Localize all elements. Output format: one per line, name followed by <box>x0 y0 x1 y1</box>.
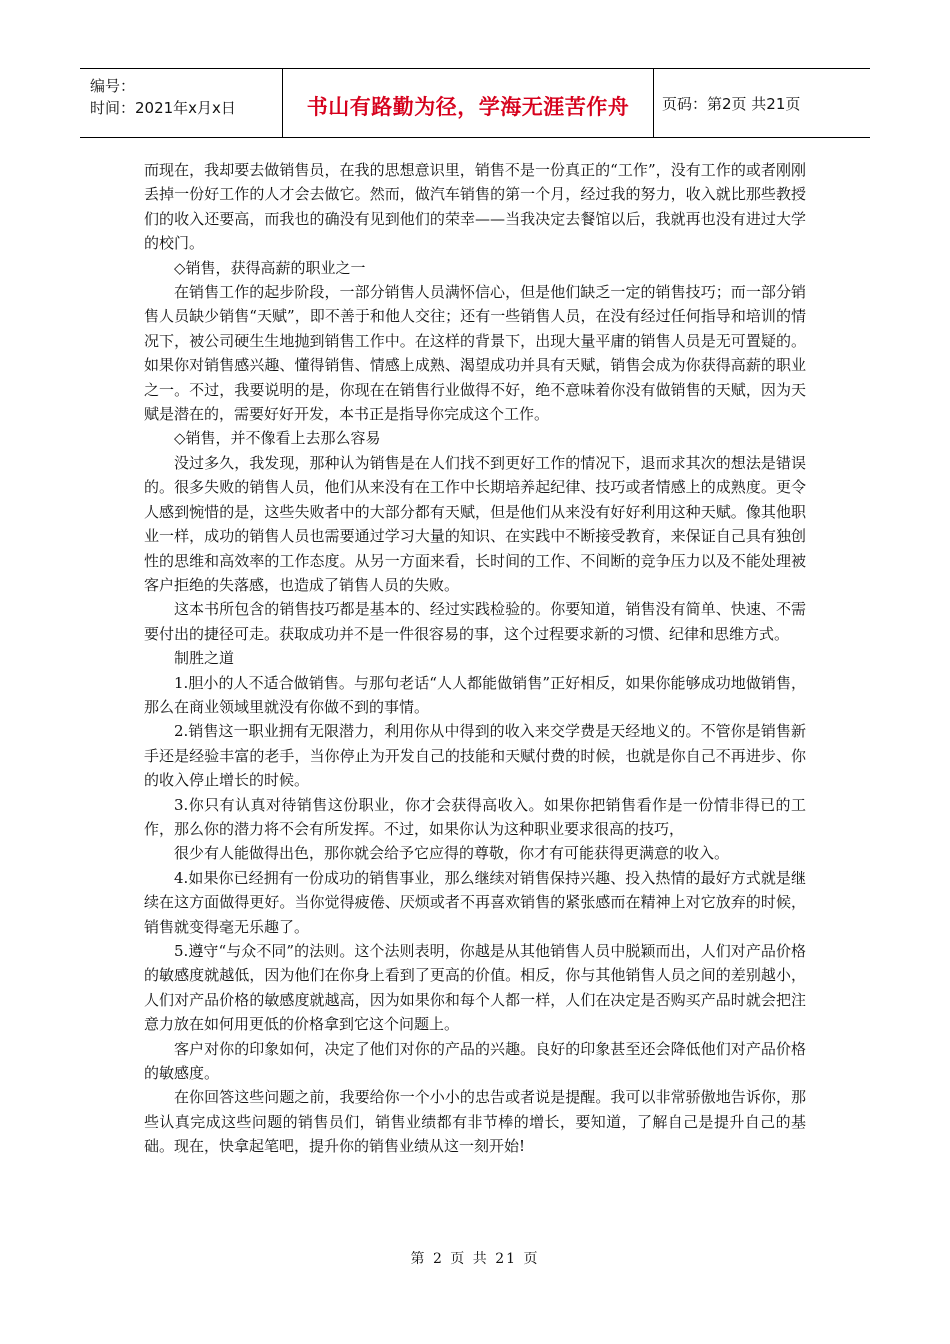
paragraph: 而现在，我却要去做销售员，在我的思想意识里，销售不是一份真正的“工作”，没有工作的或者刚刚丢掉一份好工作的人才会去做它。然而，做汽车销售的第一个月，经过我的努力，收入就比那些教授们的收入还要高，而我也的确没有见到他们的荣幸——当我决定去餐馆以后，我就再也没有进过大学的校门。 <box>144 161 806 253</box>
document-code-label: 编号： <box>90 77 136 95</box>
page-footer: 第 2 页 共 21 页 <box>410 1251 540 1267</box>
section-heading: ◇销售，获得高薪的职业之一 <box>174 258 366 277</box>
header-left-cell <box>80 69 282 137</box>
paragraph: 在销售工作的起步阶段，一部分销售人员满怀信心，但是他们缺乏一定的销售技巧；而一部分销售人员缺少销售“天赋”，即不善于和他人交往；还有一些销售人员，在没有经过任何指导和培训的情况下，被公司硬生生地抛到销售工作中。在这样的背景下，出现大量平庸的销售人员是无可置疑的。如果你对销售感兴趣、懂得销售、情感上成熟、渴望成功并具有天赋，销售会成为你获得高薪的职业之一。不过，我要说明的是，你现在在销售行业做得不好，绝不意味着你没有做销售的天赋，因为天赋是潜在的，需要好好开发，本书正是指导你完成这个工作。 <box>144 283 806 424</box>
paragraph: 没过多久，我发现，那种认为销售是在人们找不到更好工作的情况下，退而求其次的想法是错误的。很多失败的销售人员，他们从来没有在工作中长期培养起纪律、技巧或者情感上的成熟度。更令人感到惋惜的是，这些失败者中的大部分都有天赋，但是他们从来没有好好利用这种天赋。像其他职业一样，成功的销售人员也需要通过学习大量的知识、在实践中不断接受教育，来保证自己具有独创性的思维和高效率的工作态度。从另一方面来看，长时间的工作、不间断的竞争压力以及不能处理被客户拒绝的失落感，也造成了销售人员的失败。 <box>144 453 806 594</box>
list-item: 2.销售这一职业拥有无限潜力，利用你从中得到的收入来交学费是天经地义的。不管你是销售新手还是经验丰富的老手，当你停止为开发自己的技能和天赋付费的时候，也就是你自己不再进步、你的收入停止增长的时候。 <box>144 722 806 790</box>
list-item: 4.如果你已经拥有一份成功的销售事业，那么继续对销售保持兴趣、投入热情的最好方式就是继续在这方面做得更好。当你觉得疲倦、厌烦或者不再喜欢销售的紧张感而在精神上对它放弃的时候，销售就变得毫无乐趣了。 <box>144 868 806 936</box>
paragraph: 在你回答这些问题之前，我要给你一个小小的忠告或者说是提醒。我可以非常骄傲地告诉你，那些认真完成这些问题的销售员们，销售业绩都有非节棒的增长，要知道，了解自己是提升自己的基础。现在，快拿起笔吧，提升你的销售业绩从这一刻开始! <box>144 1088 806 1156</box>
paragraph: 这本书所包含的销售技巧都是基本的、经过实践检验的。你要知道，销售没有简单、快速、不需要付出的捷径可走。获取成功并不是一件很容易的事，这个过程要求新的习惯、纪律和思维方式。 <box>144 600 806 643</box>
paragraph: 客户对你的印象如何，决定了他们对你的产品的兴趣。良好的印象甚至还会降低他们对产品价格的敏感度。 <box>144 1039 806 1083</box>
page-header <box>80 68 870 138</box>
document-date-label: 时间：2021年x月x日 <box>90 99 236 117</box>
section-heading: ◇销售，并不像看上去那么容易 <box>174 429 381 448</box>
list-item: 5.遵守“与众不同”的法则。这个法则表明，你越是从其他销售人员中脱颖而出，人们对产品价格的敏感度就越低，因为他们在你身上看到了更高的价值。相反，你与其他销售人员之间的差别越小，人们对产品价格的敏感度就越高，因为如果你和每个人都一样，人们在决定是否购买产品时就会把注意力放在如何用更低的价格拿到它这个问题上。 <box>144 942 806 1034</box>
section-heading: 制胜之道 <box>174 649 235 668</box>
header-page-number: 页码：第2页 共21页 <box>662 95 801 113</box>
body-text <box>144 158 806 1159</box>
header-right-cell <box>654 69 870 137</box>
list-item: 3.你只有认真对待销售这份职业，你才会获得高收入。如果你把销售看作是一份情非得已的工作，那么你的潜力将不会有所发挥。不过，如果你认为这种职业要求很高的技巧， <box>144 795 806 838</box>
paragraph: 很少有人能做得出色，那你就会给予它应得的尊敬，你才有可能获得更满意的收入。 <box>174 844 730 863</box>
list-item: 1.胆小的人不适合做销售。与那句老话“人人都能做销售”正好相反，如果你能够成功地做销售，那么在商业领域里就没有你做不到的事情。 <box>144 673 806 716</box>
header-motto-cell <box>282 69 654 137</box>
header-motto: 书山有路勤为径，学海无涯苦作舟 <box>306 95 630 119</box>
